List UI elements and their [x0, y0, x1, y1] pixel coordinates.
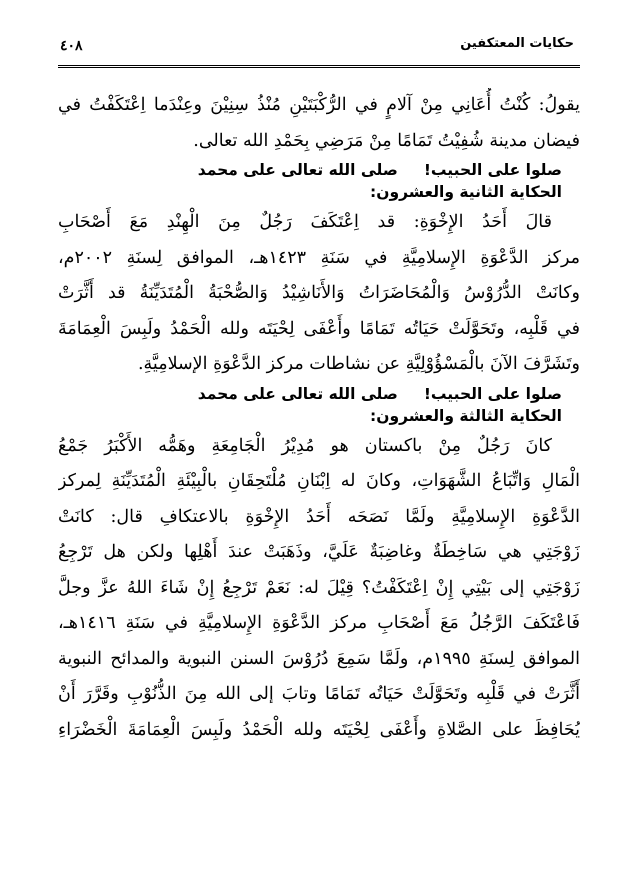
paragraph-story-21-end — [58, 88, 580, 159]
text-line: يُحَافِظَ على الصَّلاةِ وأَعْفَى لِحْيَتَه ولله الْحَمْدُ ولَبِسَ الْعِمَامَةَ الْخَضْرَاءِ — [58, 719, 580, 740]
salawat-call: صلوا على الحبيب! — [423, 161, 562, 179]
text-line: في قَلْبِه، وتَحَوَّلَتْ حَيَاتُه تَمَامًا وأَعْفَى لِحْيَتَه ولله الْحَمْدُ ولَبِسَ الْعِمَامَةَ — [58, 318, 580, 339]
salawat-call: صلوا على الحبيب! — [423, 384, 562, 403]
text-line: أَثَّرَتْ في قَلْبِه وتَحَوَّلَتْ حَيَاتُه تَمَامًا وتابَ إلى الله مِنَ الذُّنُوْبِ وقَرَّرَ أَنْ — [58, 684, 580, 704]
salawat-line — [58, 159, 580, 181]
paragraph-story-22 — [58, 205, 580, 383]
page-header — [58, 24, 580, 64]
salawat-response: صلى الله تعالى على محمد — [197, 384, 398, 403]
salawat-line — [58, 383, 580, 405]
text-line: مركز الدَّعْوَةِ الإِسلامِيَّةِ في سَنَةِ ١٤٢٣هـ، الموافق لِسنَةِ ٢٠٠٢م، — [58, 247, 580, 268]
text-line: الْمَالِ وَاتِّبَاعُ الشَّهَوَاتِ، وكانَ له اِبْنَانِ مُلْتَحِقَانِ بالْبِيْئَةِ الْمُتَدَيِّنَةِ لِمركز — [58, 471, 580, 491]
salawat-response: صلى الله تعالى على محمد — [197, 161, 398, 179]
story-22-heading: الحكاية الثانية والعشرون: — [370, 183, 562, 201]
text-line: الدَّعْوَةِ الإِسلامِيَّةِ ولَمَّا نَصَحَه أَحَدُ الإِخْوَةِ بالاعتكافِ قال: كانَتْ — [58, 506, 580, 527]
text-line: زَوْجَتِي هي سَاخِطَةٌ وغاضِبَةٌ عَلَيَّ، وذَهَبَتْ عندَ أَهْلِها ولكن هل تَرْجِعُ — [58, 542, 580, 562]
text-line: كانَ رَجُلٌ مِنْ باكستان هو مُدِيْرُ الْجَامِعَةِ وهَمُّه الأَكْبَرُ جَمْعُ — [58, 435, 552, 456]
story-23-heading: الحكاية الثالثة والعشرون: — [370, 406, 562, 425]
text-line: فَاعْتَكَفَ الرَّجُلُ مَعَ أَصْحَابِ مركز الدَّعْوَةِ الإِسلامِيَّةِ في سَنَةِ ١٤١٦هـ، — [58, 613, 580, 633]
text-line: الموافق لِسنَةِ ١٩٩٥م، ولَمَّا سَمِعَ دُرُوْسَ السنن النبوية والمدائح النبوية — [58, 648, 580, 669]
paragraph-story-23 — [58, 429, 580, 749]
page-number: ٤٠٨ — [60, 38, 83, 54]
text-line: قالَ أَحَدُ الإِخْوَةِ: قد اِعْتَكَفَ رَجُلٌ مِنَ الْهِنْدِ مَعَ أَصْحَابِ — [58, 212, 552, 232]
text-line: فيضان مدينة شُفِيْتُ تَمَامًا مِنْ مَرَضِي بِحَمْدِ الله تعالى. — [193, 130, 580, 151]
header-divider — [58, 65, 580, 68]
text-line: وتَشَرَّفَ الآنَ بالْمَسْؤُوْلِيَّةِ عن نشاطات مركز الدَّعْوَةِ الإسلامِيَّةِ. — [137, 354, 580, 374]
text-line: يقولُ: كُنْتُ أُعَانِي مِنْ آلامٍ في الرُّكْبَتَيْنِ مُنْذُ سِنِيْنَ وعِنْدَما اِعْتَكَفْتُ في — [58, 95, 580, 115]
text-line: وكانَتْ الدُّرُوْسُ وَالْمُحَاضَرَاتُ وَالأَنَاشِيْدُ وَالصُّحْبَةُ الْمُتَدَيِّنَةُ قد أَثَّرَتْ — [58, 283, 580, 303]
running-title: حكايات المعتكفين — [460, 36, 574, 51]
text-line: زَوْجَتِي إلى بَيْتِي إِنْ اِعْتَكَفْتُ؟ قِيْلَ له: نَعَمْ تَرْجِعُ إِنْ شَاءَ اللهُ عزَّ وجلَّ — [58, 577, 580, 598]
page-body — [58, 88, 580, 748]
